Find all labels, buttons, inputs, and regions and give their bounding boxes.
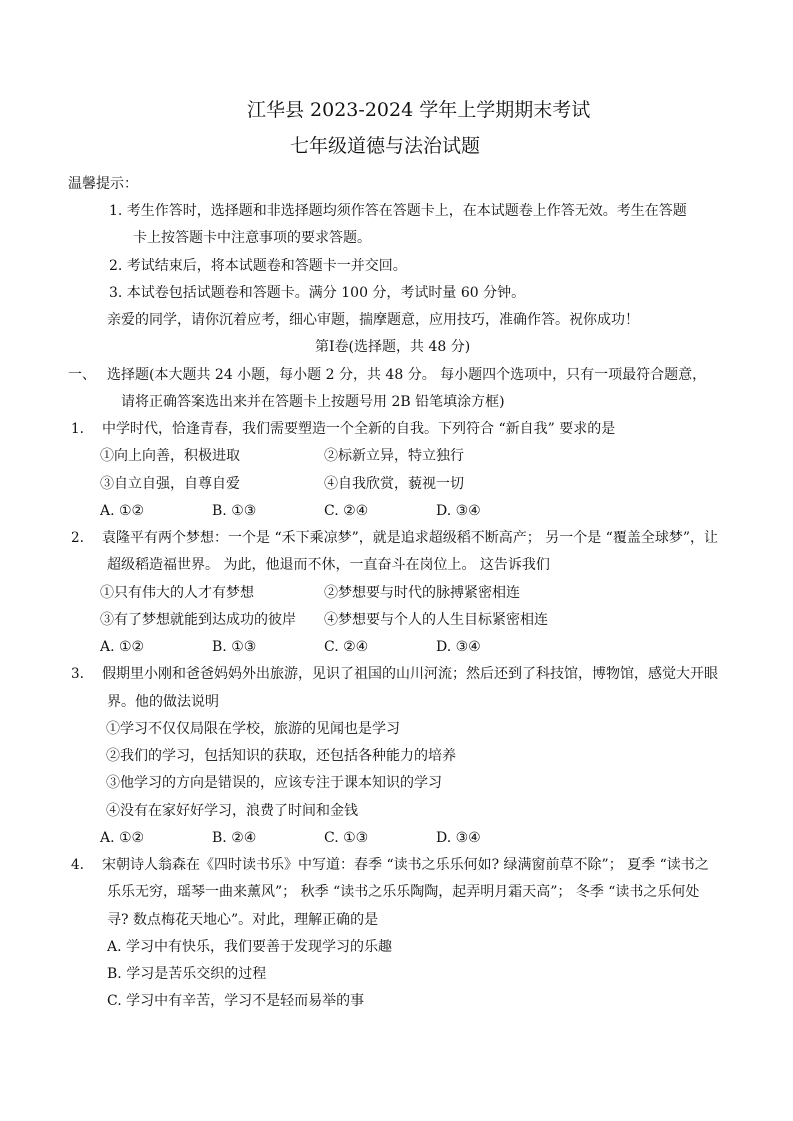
statement: ①只有伟大的人才有梦想 bbox=[100, 585, 254, 601]
statement: ①学习不仅仅局限在学校，旅游的见闻也是学习 bbox=[106, 721, 400, 737]
statement: ④没有在家好好学习，浪费了时间和金钱 bbox=[106, 803, 358, 819]
exam-title: 江华县 2023-2024 学年上学期期末考试 bbox=[247, 99, 591, 121]
statement: ②标新立异，特立独行 bbox=[324, 448, 464, 464]
statement: ④自我欣赏，藐视一切 bbox=[324, 476, 464, 492]
option: B. 学习是苦乐交织的过程 bbox=[107, 966, 267, 982]
notice-heading: 温馨提示： bbox=[68, 176, 138, 192]
question-number: 4. bbox=[71, 857, 84, 873]
statement: ③有了梦想就能到达成功的彼岸 bbox=[100, 612, 296, 628]
option: C. 学习中有辛苦，学习不是轻而易举的事 bbox=[107, 993, 365, 1009]
section-instruction-cont: 请将正确答案选出来并在答题卡上按题号用 2B 铅笔填涂方框) bbox=[121, 394, 505, 410]
option: A. ①② bbox=[100, 503, 145, 519]
option: C. ②④ bbox=[324, 639, 369, 655]
option: B. ①③ bbox=[212, 639, 257, 655]
notice-item-3: 3. 本试卷包括试题卷和答题卡。满分 100 分，考试时量 60 分钟。 bbox=[109, 285, 526, 301]
option: D. ③④ bbox=[436, 639, 481, 655]
notice-item-1-cont: 卡上按答题卡中注意事项的要求答题。 bbox=[133, 230, 371, 246]
notice-item-2: 2. 考试结束后，将本试题卷和答题卡一并交回。 bbox=[109, 258, 407, 274]
option: C. ②④ bbox=[324, 503, 369, 519]
statement: ②梦想要与时代的脉搏紧密相连 bbox=[324, 585, 520, 601]
statement: ①向上向善，积极进取 bbox=[100, 448, 240, 464]
statement: ②我们的学习，包括知识的获取，还包括各种能力的培养 bbox=[106, 748, 456, 764]
option: C. ①③ bbox=[324, 830, 369, 846]
question-stem: 寻? 数点梅花天地心”。对此，理解正确的是 bbox=[107, 912, 379, 928]
question-stem: 界。他的做法说明 bbox=[107, 694, 219, 710]
question-stem: 乐乐无穷，瑶琴一曲来薰风”； 秋季 “读书之乐乐陶陶，起弄明月霜天高”； 冬季 “读书之乐何处 bbox=[107, 884, 700, 900]
statement: ③他学习的方向是错误的，应该专注于课本知识的学习 bbox=[106, 775, 442, 791]
notice-greeting: 亲爱的同学，请你沉着应考，细心审题，揣摩题意，应用技巧，准确作答。祝你成功！ bbox=[107, 312, 639, 328]
question-number: 2. bbox=[71, 530, 84, 546]
question-stem: 超级稻造福世界。 为此，他退而不休，一直奋斗在岗位上。 这告诉我们 bbox=[107, 557, 550, 573]
notice-item-1: 1. 考生作答时，选择题和非选择题均须作答在答题卡上，在本试题卷上作答无效。考生在答题 bbox=[109, 203, 687, 219]
option: A. ①② bbox=[100, 639, 145, 655]
question-stem: 宋朝诗人翁森在《四时读书乐》中写道：春季 “读书之乐乐何如? 绿满窗前草不除”； 夏季 “读书之 bbox=[102, 857, 709, 873]
section-number: 一、 bbox=[68, 367, 96, 383]
exam-subtitle: 七年级道德与法治试题 bbox=[290, 135, 481, 157]
option: A. ①② bbox=[100, 830, 145, 846]
question-stem: 中学时代，恰逢青春，我们需要塑造一个全新的自我。下列符合 “新自我” 要求的是 bbox=[102, 421, 616, 437]
question-number: 1. bbox=[71, 421, 84, 437]
question-stem: 假期里小刚和爸爸妈妈外出旅游，见识了祖国的山川河流；然后还到了科技馆，博物馆，感觉大开眼 bbox=[102, 666, 718, 682]
section-label: 第Ⅰ卷(选择题，共 48 分) bbox=[315, 339, 471, 355]
option: D. ③④ bbox=[436, 830, 481, 846]
question-number: 3. bbox=[71, 666, 84, 682]
option: A. 学习中有快乐，我们要善于发现学习的乐趣 bbox=[107, 939, 393, 955]
option: B. ②④ bbox=[212, 830, 257, 846]
section-instruction: 选择题(本大题共 24 小题，每小题 2 分，共 48 分。 每小题四个选项中，只有一项最符合题意， bbox=[107, 367, 707, 383]
question-stem: 袁隆平有两个梦想：一个是 “禾下乘凉梦”，就是追求超级稻不断高产； 另一个是 “覆盖全球梦”，让 bbox=[102, 530, 718, 546]
option: D. ③④ bbox=[436, 503, 481, 519]
statement: ③自立自强，自尊自爱 bbox=[100, 476, 240, 492]
option: B. ①③ bbox=[212, 503, 257, 519]
statement: ④梦想要与个人的人生目标紧密相连 bbox=[324, 612, 548, 628]
